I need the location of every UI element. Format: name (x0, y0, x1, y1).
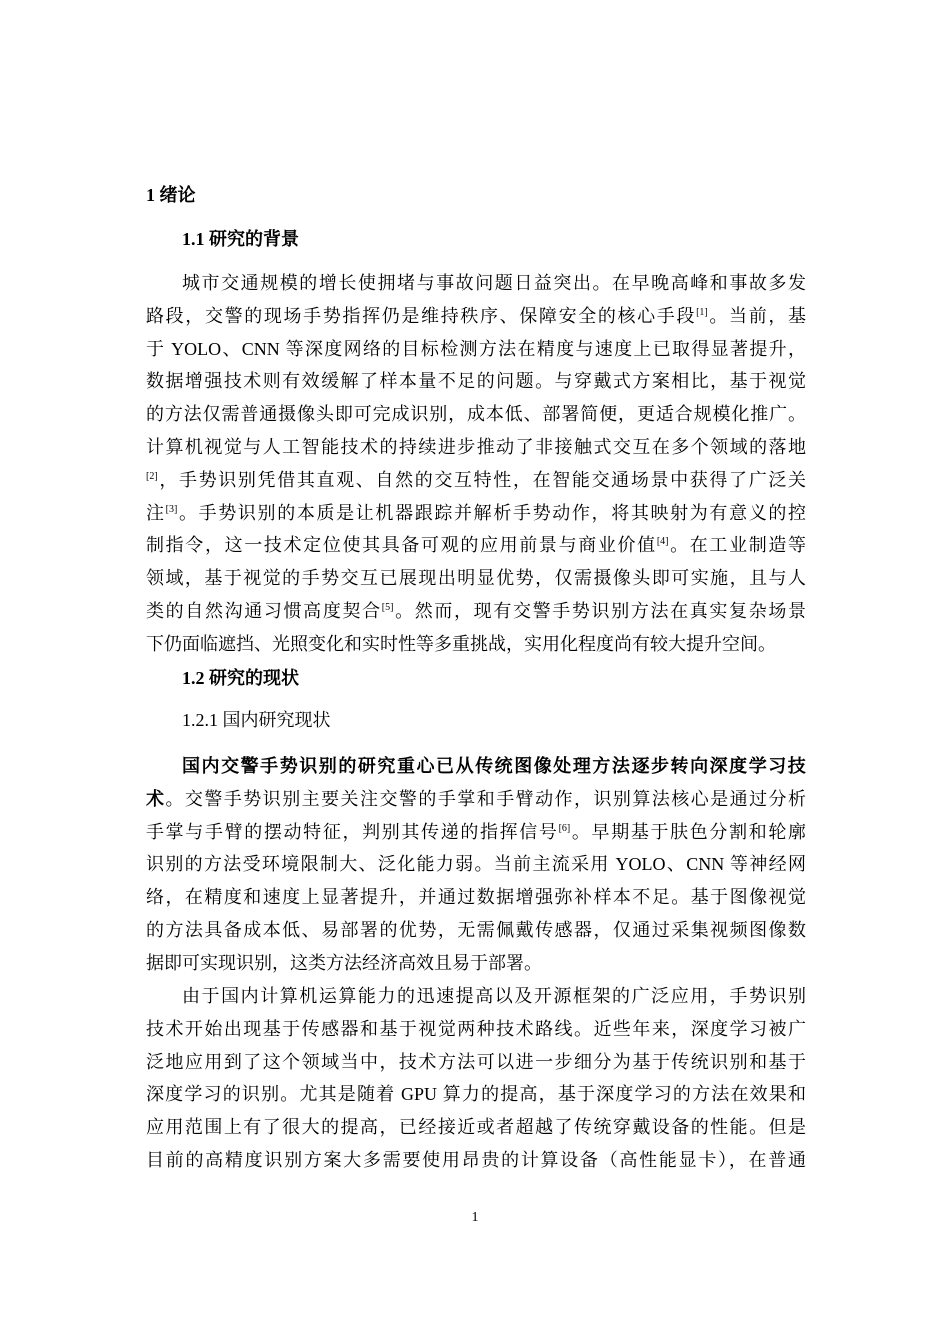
page-number: 1 (471, 1210, 479, 1225)
section-1-2-1-heading: 1.2.1 国内研究现状 (182, 710, 331, 730)
paragraph-line: 深度学习的识别。尤其是随着 GPU 算力的提高，基于深度学习的方法在效果和 (146, 1084, 806, 1105)
section-1-1-heading: 1.1 研究的背景 (182, 229, 299, 249)
paragraph-line: 下仍面临遮挡、光照变化和实时性等多重挑战，实用化程度尚有较大提升空间。 (146, 633, 776, 654)
paragraph-line: 由于国内计算机运算能力的迅速提高以及开源框架的广泛应用，手势识别 (182, 986, 806, 1006)
paragraph-line: 据即可实现识别，这类方法经济高效且易于部署。 (146, 952, 542, 973)
citation-2: [2] (146, 470, 158, 482)
section-1-2-1-paragraph-1 (146, 750, 806, 980)
paragraph-line: 制指令，这一技术定位使其具备可观的应用前景与商业价值[4]。在工业制造等 (146, 535, 807, 556)
paragraph-line: 络，在精度和速度上显著提升，并通过数据增强弥补样本不足。基于图像视觉 (146, 887, 806, 908)
citation-1: [1] (696, 306, 708, 318)
paragraph-line: 于 YOLO、CNN 等深度网络的目标检测方法在精度与速度上已取得显著提升， (146, 338, 806, 359)
paragraph-line: 目前的高精度识别方案大多需要使用昂贵的计算设备（高性能显卡），在普通 (146, 1149, 806, 1170)
paragraph-line: 国内交警手势识别的研究重心已从传统图像处理方法逐步转向深度学习技 (182, 756, 806, 776)
section-1-1-paragraph (146, 267, 806, 661)
paragraph-line: 数据增强技术则有效缓解了样本量不足的问题。与穿戴式方案相比，基于视觉 (146, 371, 806, 392)
citation-3: [3] (165, 503, 178, 515)
paragraph-line: 术。交警手势识别主要关注交警的手掌和手臂动作，识别算法核心是通过分析 (146, 788, 807, 809)
section-1-2-heading: 1.2 研究的现状 (182, 668, 299, 688)
citation-6: [6] (558, 822, 571, 834)
paragraph-line: 应用范围上有了很大的提高，已经接近或者超越了传统穿戴设备的性能。但是 (146, 1117, 806, 1138)
paragraph-line: 的方法仅需普通摄像头即可完成识别，成本低、部署简便，更适合规模化推广。 (146, 404, 806, 425)
paragraph-line: 城市交通规模的增长使拥堵与事故问题日益突出。在早晚高峰和事故多发 (182, 273, 806, 293)
citation-5: [5] (381, 601, 394, 613)
chapter-heading: 1 绪论 (146, 185, 196, 205)
paragraph-line: 识别的方法受环境限制大、泛化能力弱。当前主流采用 YOLO、CNN 等神经网 (146, 854, 806, 875)
paragraph-line: 泛地应用到了这个领域当中，技术方法可以进一步细分为基于传统识别和基于 (146, 1051, 806, 1072)
paragraph-line: 的方法具备成本低、易部署的优势，无需佩戴传感器，仅通过采集视频图像数 (146, 919, 806, 940)
paragraph-line: 注[3]。手势识别的本质是让机器跟踪并解析手势动作，将其映射为有意义的控 (146, 502, 807, 523)
paragraph-line: 技术开始出现基于传感器和基于视觉两种技术路线。近些年来，深度学习被广 (146, 1018, 806, 1039)
section-1-2-1-paragraph-2 (146, 980, 806, 1177)
paragraph-line: 领域，基于视觉的手势交互已展现出明显优势，仅需摄像头即可实施，且与人 (146, 568, 806, 589)
paragraph-line: 计算机视觉与人工智能技术的持续进步推动了非接触式交互在多个领域的落地 (146, 436, 806, 457)
paragraph-line: 路段，交警的现场手势指挥仍是维持秩序、保障安全的核心手段[1]。当前，基 (146, 305, 806, 326)
citation-4: [4] (656, 536, 669, 548)
paragraph-line: 手掌与手臂的摆动特征，判别其传递的指挥信号[6]。早期基于肤色分割和轮廓 (146, 821, 807, 842)
paragraph-line: [2]，手势识别凭借其直观、自然的交互特性，在智能交通场景中获得了广泛关 (146, 469, 806, 490)
paragraph-line: 类的自然沟通习惯高度契合[5]。然而，现有交警手势识别方法在真实复杂场景 (146, 600, 807, 621)
